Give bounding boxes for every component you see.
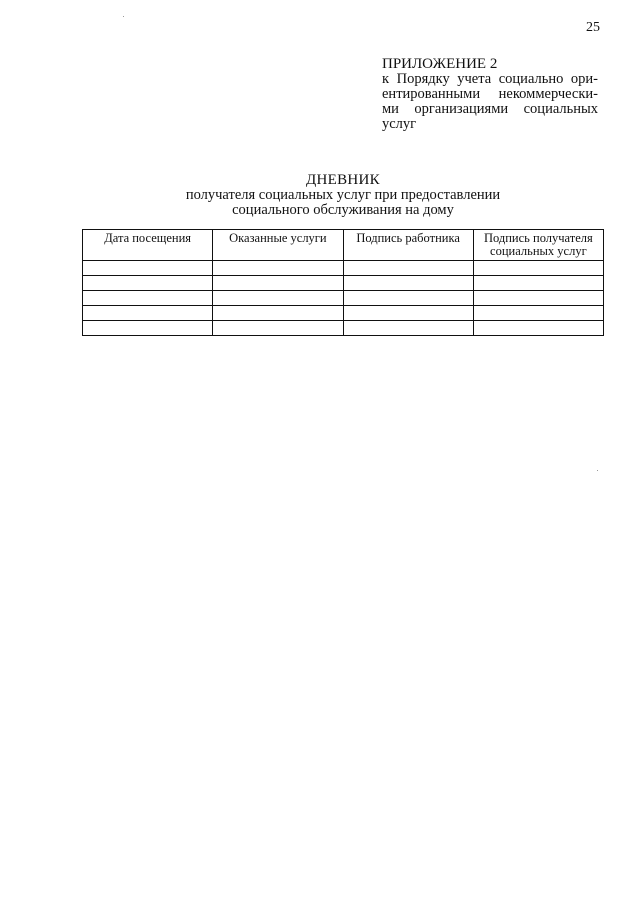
table-cell xyxy=(473,321,603,336)
table-cell xyxy=(343,321,473,336)
table-cell xyxy=(213,291,343,306)
table-row xyxy=(83,306,604,321)
appendix-text-line: ентированными некоммерчески- xyxy=(382,86,598,102)
diary-table xyxy=(82,229,604,336)
table-cell xyxy=(213,306,343,321)
table-row xyxy=(83,276,604,291)
table-cell xyxy=(343,261,473,276)
table-cell xyxy=(473,306,603,321)
document-title: ДНЕВНИК xyxy=(305,172,380,188)
table-cell xyxy=(83,306,213,321)
table-cell xyxy=(343,306,473,321)
table-row xyxy=(83,291,604,306)
table-cell xyxy=(213,261,343,276)
table-cell xyxy=(343,291,473,306)
table-cell xyxy=(213,276,343,291)
appendix-block xyxy=(382,56,598,132)
table-cell xyxy=(473,276,603,291)
table-cell xyxy=(473,261,603,276)
document-subtitle-line: получателя социальных услуг при предоставлении xyxy=(185,187,501,203)
scan-speck xyxy=(123,16,124,17)
appendix-title: ПРИЛОЖЕНИЕ 2 xyxy=(382,56,498,72)
table-cell xyxy=(83,321,213,336)
table-row xyxy=(83,321,604,336)
scan-speck xyxy=(597,470,598,471)
document-subtitle-line: социального обслуживания на дому xyxy=(232,202,454,218)
appendix-text-line: услуг xyxy=(382,116,417,132)
table-body xyxy=(83,261,604,336)
header-recipient-signature: Подпись получателя социальных услуг xyxy=(473,230,603,261)
header-services-provided: Оказанные услуги xyxy=(213,230,343,261)
appendix-text-line: к Порядку учета социально ори- xyxy=(382,71,598,87)
header-visit-date: Дата посещения xyxy=(83,230,213,261)
table-cell xyxy=(473,291,603,306)
appendix-text-line: ми организациями социальных xyxy=(382,101,598,117)
page-number: 25 xyxy=(586,20,600,35)
table-row xyxy=(83,261,604,276)
table-cell xyxy=(343,276,473,291)
table-header-row xyxy=(83,230,604,261)
header-worker-signature: Подпись работника xyxy=(343,230,473,261)
table-cell xyxy=(83,276,213,291)
table-cell xyxy=(83,291,213,306)
document-heading xyxy=(100,172,586,218)
table-cell xyxy=(213,321,343,336)
table-cell xyxy=(83,261,213,276)
